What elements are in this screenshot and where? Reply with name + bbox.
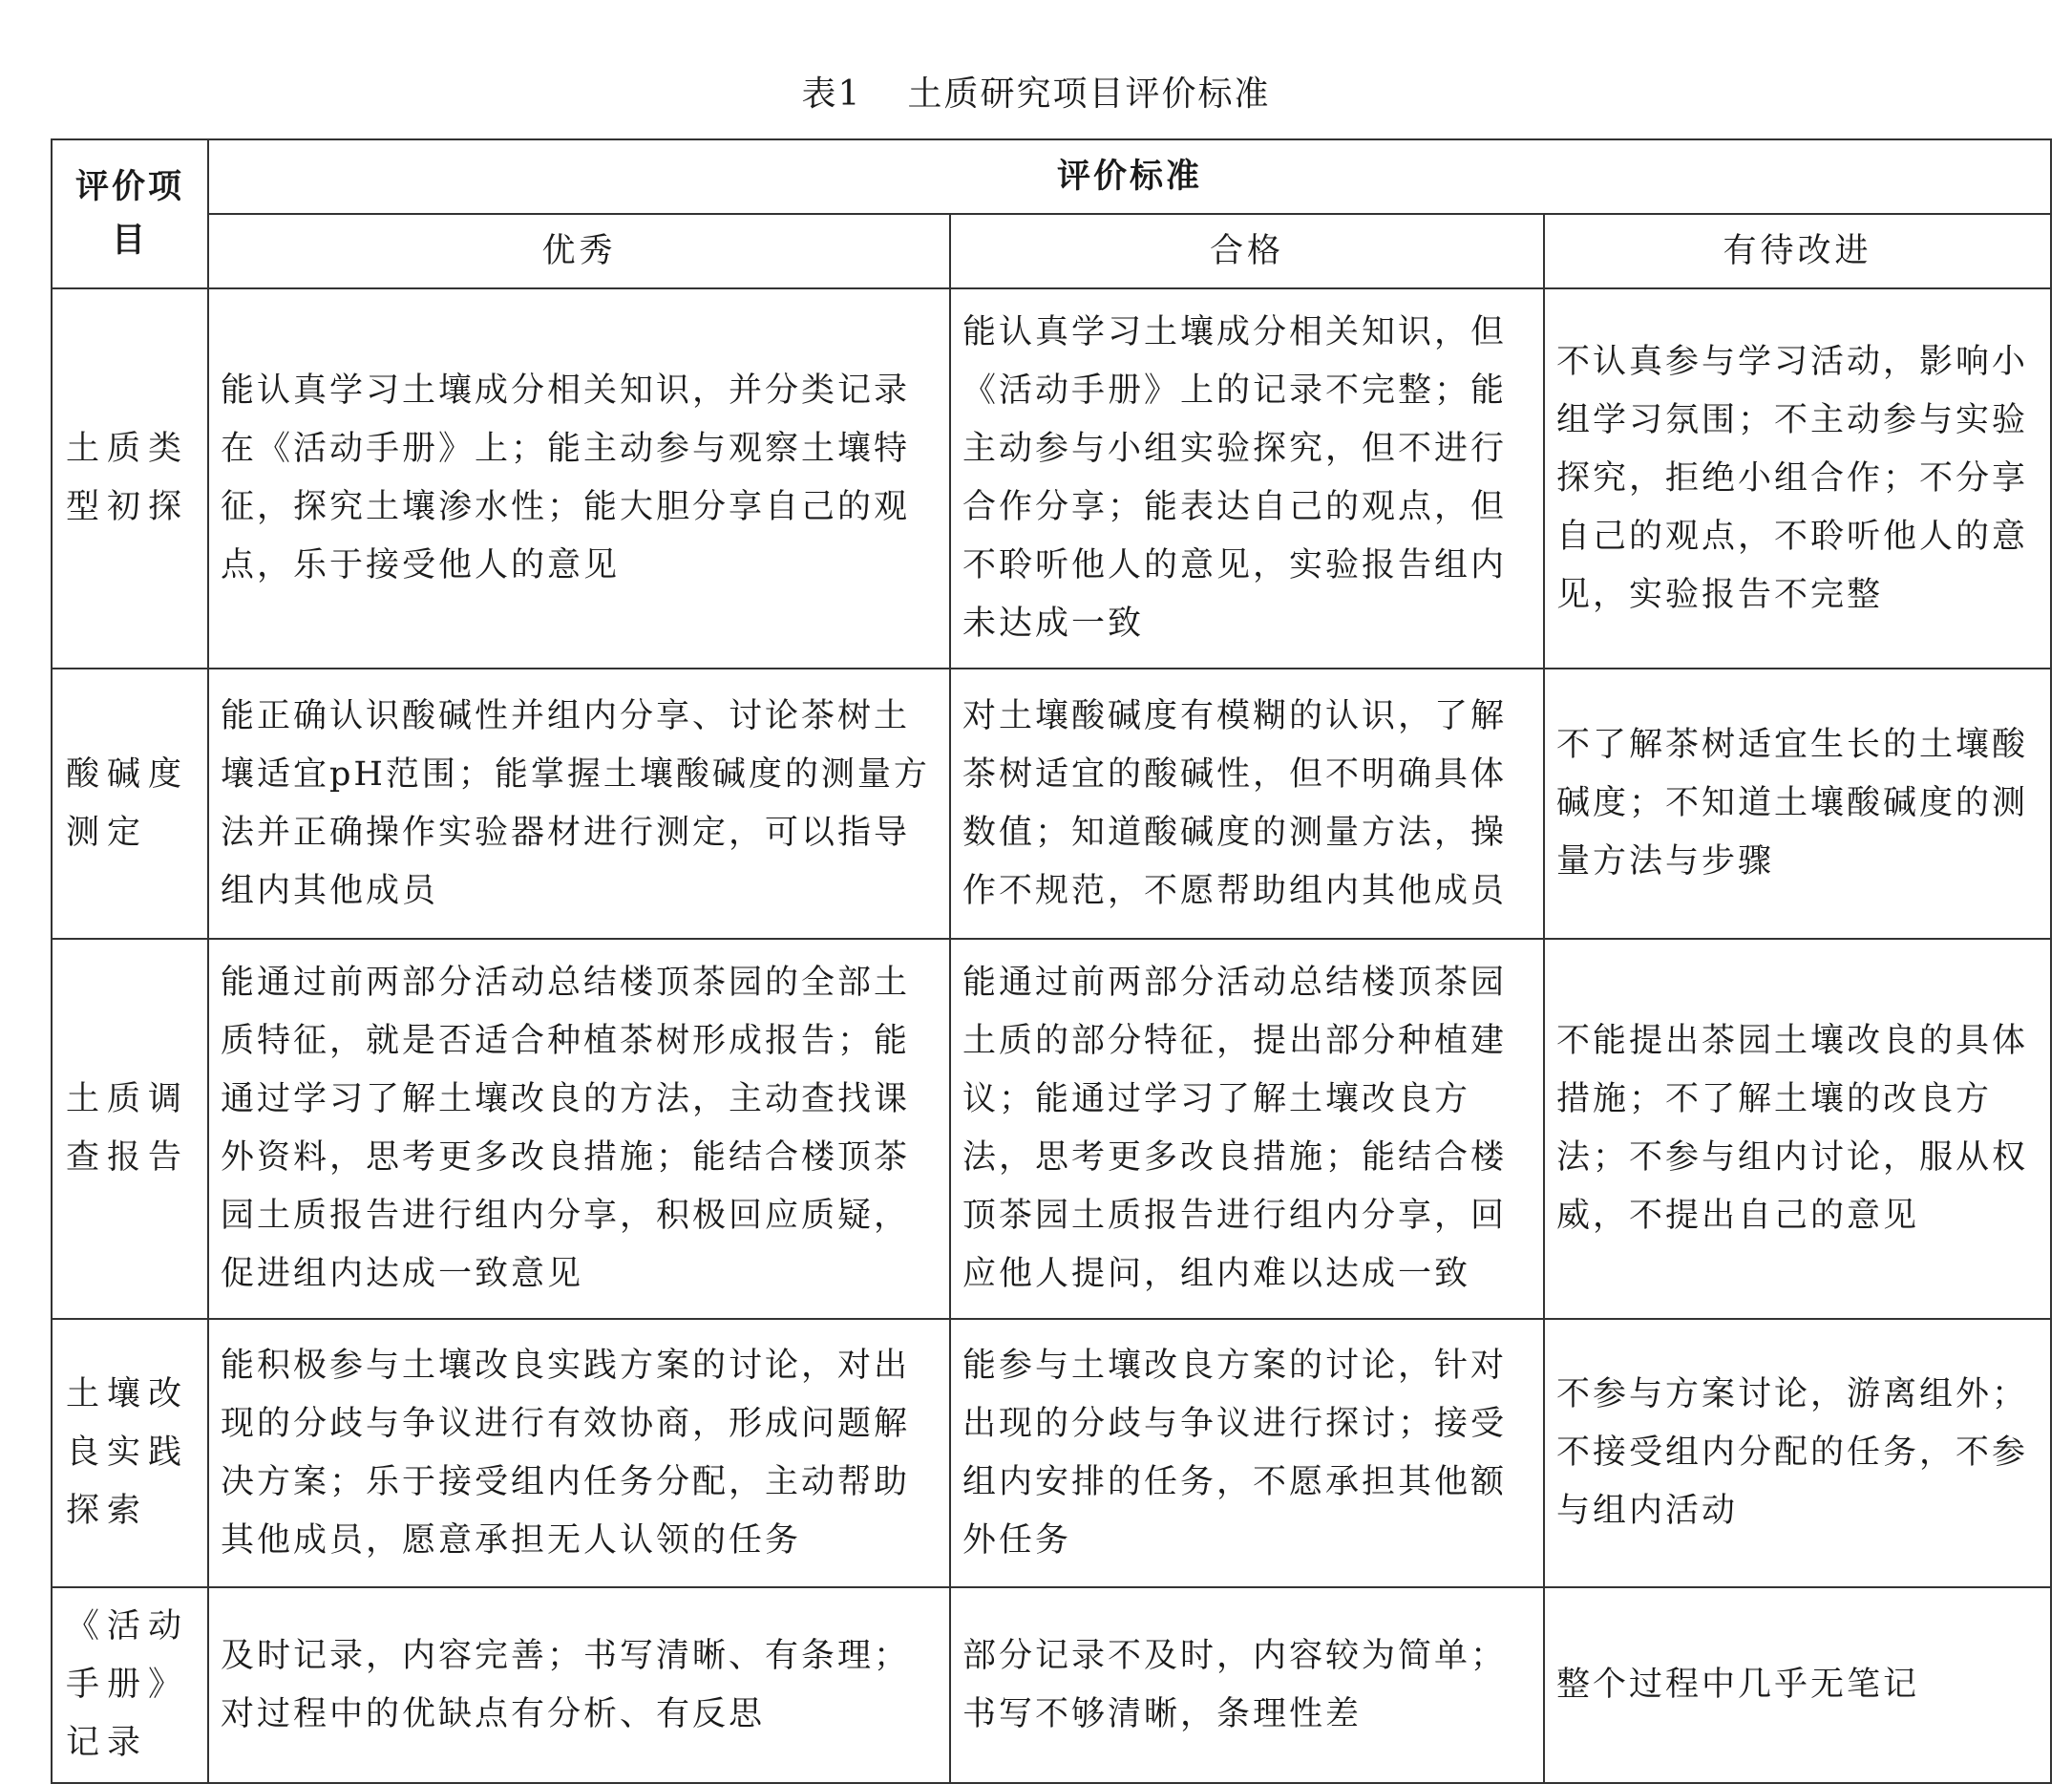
cell-pass: 部分记录不及时，内容较为简单；书写不够清晰，条理性差 (950, 1587, 1544, 1783)
cell-pass: 能参与土壤改良方案的讨论，针对出现的分歧与争议进行探讨；接受组内安排的任务，不愿承担其他额外任务 (950, 1319, 1544, 1587)
cell-improve: 整个过程中几乎无笔记 (1544, 1587, 2051, 1783)
table-row (52, 1319, 2051, 1587)
header-level-excellent: 优秀 (208, 214, 950, 288)
table-number: 表1 (801, 74, 862, 114)
row-item: 土壤改良实践探索 (52, 1319, 208, 1587)
row-item: 酸碱度测定 (52, 669, 208, 939)
row-item: 土质类型初探 (52, 288, 208, 669)
table-row (52, 669, 2051, 939)
cell-excellent: 能通过前两部分活动总结楼顶茶园的全部土质特征，就是否适合种植茶树形成报告；能通过学习了解土壤改良的方法，主动查找课外资料，思考更多改良措施；能结合楼顶茶园土质报告进行组内分享，积极回应质疑，促进组内达成一致意见 (208, 939, 950, 1319)
table-row (52, 1587, 2051, 1783)
cell-improve: 不参与方案讨论，游离组外；不接受组内分配的任务，不参与组内活动 (1544, 1319, 2051, 1587)
table-row (52, 939, 2051, 1319)
header-row (52, 139, 2051, 214)
cell-excellent: 及时记录，内容完善；书写清晰、有条理；对过程中的优缺点有分析、有反思 (208, 1587, 950, 1783)
table-caption (0, 67, 2072, 116)
table-title: 土质研究项目评价标准 (907, 74, 1271, 114)
header-item: 评价项目 (52, 139, 208, 288)
header-level-improve: 有待改进 (1544, 214, 2051, 288)
cell-excellent: 能正确认识酸碱性并组内分享、讨论茶树土壤适宜pH范围；能掌握土壤酸碱度的测量方法并正确操作实验器材进行测定，可以指导组内其他成员 (208, 669, 950, 939)
cell-pass: 能通过前两部分活动总结楼顶茶园土质的部分特征，提出部分种植建议；能通过学习了解土壤改良方法，思考更多改良措施；能结合楼顶茶园土质报告进行组内分享，回应他人提问，组内难以达成一致 (950, 939, 1544, 1319)
cell-excellent: 能认真学习土壤成分相关知识，并分类记录在《活动手册》上；能主动参与观察土壤特征，探究土壤渗水性；能大胆分享自己的观点，乐于接受他人的意见 (208, 288, 950, 669)
header-criteria: 评价标准 (208, 139, 2051, 214)
cell-pass: 能认真学习土壤成分相关知识，但《活动手册》上的记录不完整；能主动参与小组实验探究，但不进行合作分享；能表达自己的观点，但不聆听他人的意见，实验报告组内未达成一致 (950, 288, 1544, 669)
cell-excellent: 能积极参与土壤改良实践方案的讨论，对出现的分歧与争议进行有效协商，形成问题解决方案；乐于接受组内任务分配，主动帮助其他成员，愿意承担无人认领的任务 (208, 1319, 950, 1587)
table-row (52, 288, 2051, 669)
cell-improve: 不认真参与学习活动，影响小组学习氛围；不主动参与实验探究，拒绝小组合作；不分享自己的观点，不聆听他人的意见，实验报告不完整 (1544, 288, 2051, 669)
cell-pass: 对土壤酸碱度有模糊的认识，了解茶树适宜的酸碱性，但不明确具体数值；知道酸碱度的测量方法，操作不规范，不愿帮助组内其他成员 (950, 669, 1544, 939)
evaluation-table (51, 138, 2052, 1784)
row-item: 《活动手册》记录 (52, 1587, 208, 1783)
header-levels-row (52, 214, 2051, 288)
cell-improve: 不了解茶树适宜生长的土壤酸碱度；不知道土壤酸碱度的测量方法与步骤 (1544, 669, 2051, 939)
header-level-pass: 合格 (950, 214, 1544, 288)
cell-improve: 不能提出茶园土壤改良的具体措施；不了解土壤的改良方法；不参与组内讨论，服从权威，不提出自己的意见 (1544, 939, 2051, 1319)
row-item: 土质调查报告 (52, 939, 208, 1319)
